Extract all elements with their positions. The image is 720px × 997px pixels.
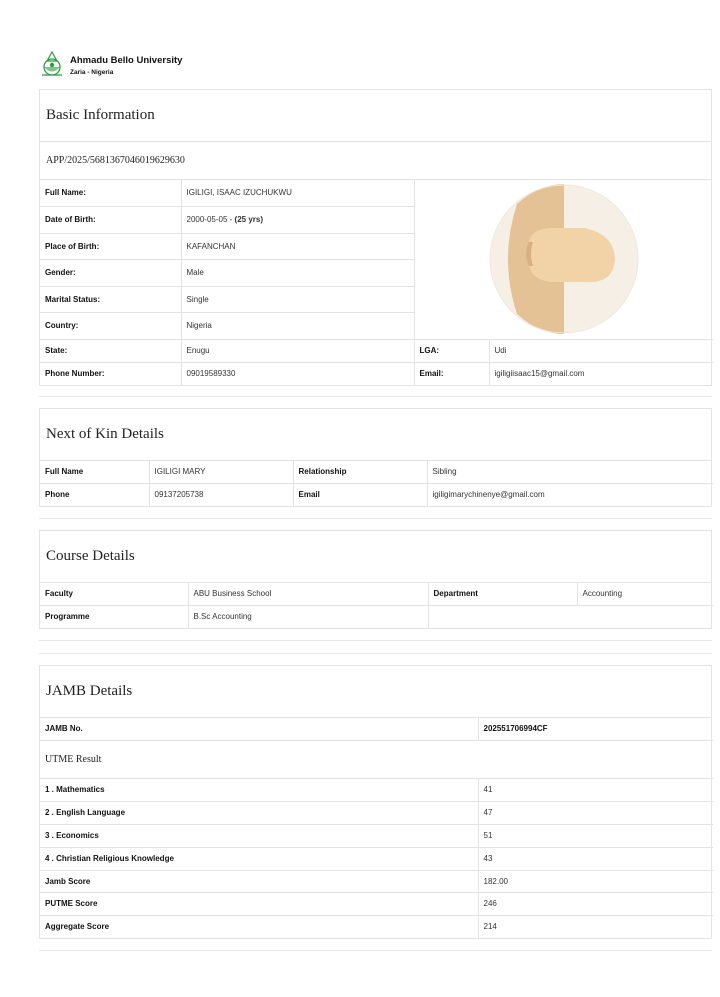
kin-phone-value: 09137205738	[149, 483, 293, 506]
place-of-birth-value: KAFANCHAN	[181, 233, 414, 259]
application-number: APP/2025/5681367046019629630	[40, 142, 711, 180]
subject-label: 4 . Christian Religious Knowledge	[40, 847, 478, 870]
table-row	[40, 740, 713, 778]
table-row	[40, 605, 713, 628]
marital-status-label: Marital Status:	[40, 286, 181, 312]
table-row	[40, 461, 713, 483]
table-row	[40, 801, 713, 824]
email-value: igiligiisaac15@gmail.com	[489, 362, 713, 385]
course-details-title: Course Details	[40, 531, 711, 583]
full-name-value: IGILIGI, ISAAC IZUCHUKWU	[181, 180, 414, 206]
basic-information-title: Basic Information	[40, 90, 711, 142]
table-row	[40, 892, 713, 915]
empty-cell	[428, 605, 713, 628]
jamb-details-card	[39, 665, 712, 939]
table-row	[40, 180, 713, 206]
aggregate-score-value: 214	[478, 915, 713, 938]
subject-score: 51	[478, 824, 713, 847]
university-location: Zaria - Nigeria	[70, 69, 114, 76]
date-of-birth-label: Date of Birth:	[40, 206, 181, 233]
divider	[39, 653, 712, 654]
programme-value: B.Sc Accounting	[188, 605, 428, 628]
gender-value: Male	[181, 259, 414, 286]
lga-label: LGA:	[414, 339, 489, 362]
jamb-details-table	[40, 718, 713, 938]
kin-name-label: Full Name	[40, 461, 149, 483]
table-row	[40, 339, 713, 362]
next-of-kin-title: Next of Kin Details	[40, 409, 711, 461]
country-label: Country:	[40, 312, 181, 339]
divider	[39, 396, 712, 397]
jamb-score-value: 182.00	[478, 870, 713, 892]
faculty-label: Faculty	[40, 583, 188, 605]
next-of-kin-table	[40, 461, 713, 506]
phone-number-label: Phone Number:	[40, 362, 181, 385]
date-of-birth-text: 2000-05-05 -	[186, 215, 235, 224]
subject-label: 3 . Economics	[40, 824, 478, 847]
department-label: Department	[428, 583, 577, 605]
table-row	[40, 778, 713, 801]
basic-information-table	[40, 180, 713, 385]
email-label: Email:	[414, 362, 489, 385]
putme-score-label: PUTME Score	[40, 892, 478, 915]
putme-score-value: 246	[478, 892, 713, 915]
applicant-photo	[489, 184, 639, 334]
country-value: Nigeria	[181, 312, 414, 339]
university-logo-icon	[38, 50, 66, 78]
date-of-birth-value	[181, 206, 414, 233]
table-row	[40, 718, 713, 740]
age-text: (25 yrs)	[234, 215, 263, 224]
jamb-number-label: JAMB No.	[40, 718, 478, 740]
lga-value: Udi	[489, 339, 713, 362]
next-of-kin-card	[39, 408, 712, 507]
kin-email-value: igiligimarychinenye@gmail.com	[427, 483, 713, 506]
table-row	[40, 483, 713, 506]
utme-result-label: UTME Result	[40, 740, 713, 778]
phone-number-value: 09019589330	[181, 362, 414, 385]
table-row	[40, 583, 713, 605]
subject-label: 2 . English Language	[40, 801, 478, 824]
university-header	[38, 50, 338, 80]
divider	[39, 950, 712, 951]
gender-label: Gender:	[40, 259, 181, 286]
full-name-label: Full Name:	[40, 180, 181, 206]
course-details-table	[40, 583, 713, 628]
kin-phone-label: Phone	[40, 483, 149, 506]
state-value: Enugu	[181, 339, 414, 362]
table-row	[40, 915, 713, 938]
table-row	[40, 362, 713, 385]
subject-score: 41	[478, 778, 713, 801]
divider	[39, 518, 712, 519]
kin-relationship-label: Relationship	[293, 461, 427, 483]
university-name: Ahmadu Bello University	[70, 55, 183, 66]
divider	[39, 640, 712, 641]
table-row	[40, 870, 713, 892]
subject-label: 1 . Mathematics	[40, 778, 478, 801]
faculty-value: ABU Business School	[188, 583, 428, 605]
programme-label: Programme	[40, 605, 188, 628]
subject-score: 47	[478, 801, 713, 824]
aggregate-score-label: Aggregate Score	[40, 915, 478, 938]
department-value: Accounting	[577, 583, 713, 605]
jamb-number-value: 202551706994CF	[478, 718, 713, 740]
jamb-details-title: JAMB Details	[40, 666, 711, 718]
basic-information-card	[39, 89, 712, 386]
kin-email-label: Email	[293, 483, 427, 506]
marital-status-value: Single	[181, 286, 414, 312]
course-details-card	[39, 530, 712, 629]
place-of-birth-label: Place of Birth:	[40, 233, 181, 259]
subject-score: 43	[478, 847, 713, 870]
kin-name-value: IGILIGI MARY	[149, 461, 293, 483]
table-row	[40, 824, 713, 847]
state-label: State:	[40, 339, 181, 362]
photo-cell	[414, 180, 713, 339]
kin-relationship-value: Sibling	[427, 461, 713, 483]
jamb-score-label: Jamb Score	[40, 870, 478, 892]
table-row	[40, 847, 713, 870]
